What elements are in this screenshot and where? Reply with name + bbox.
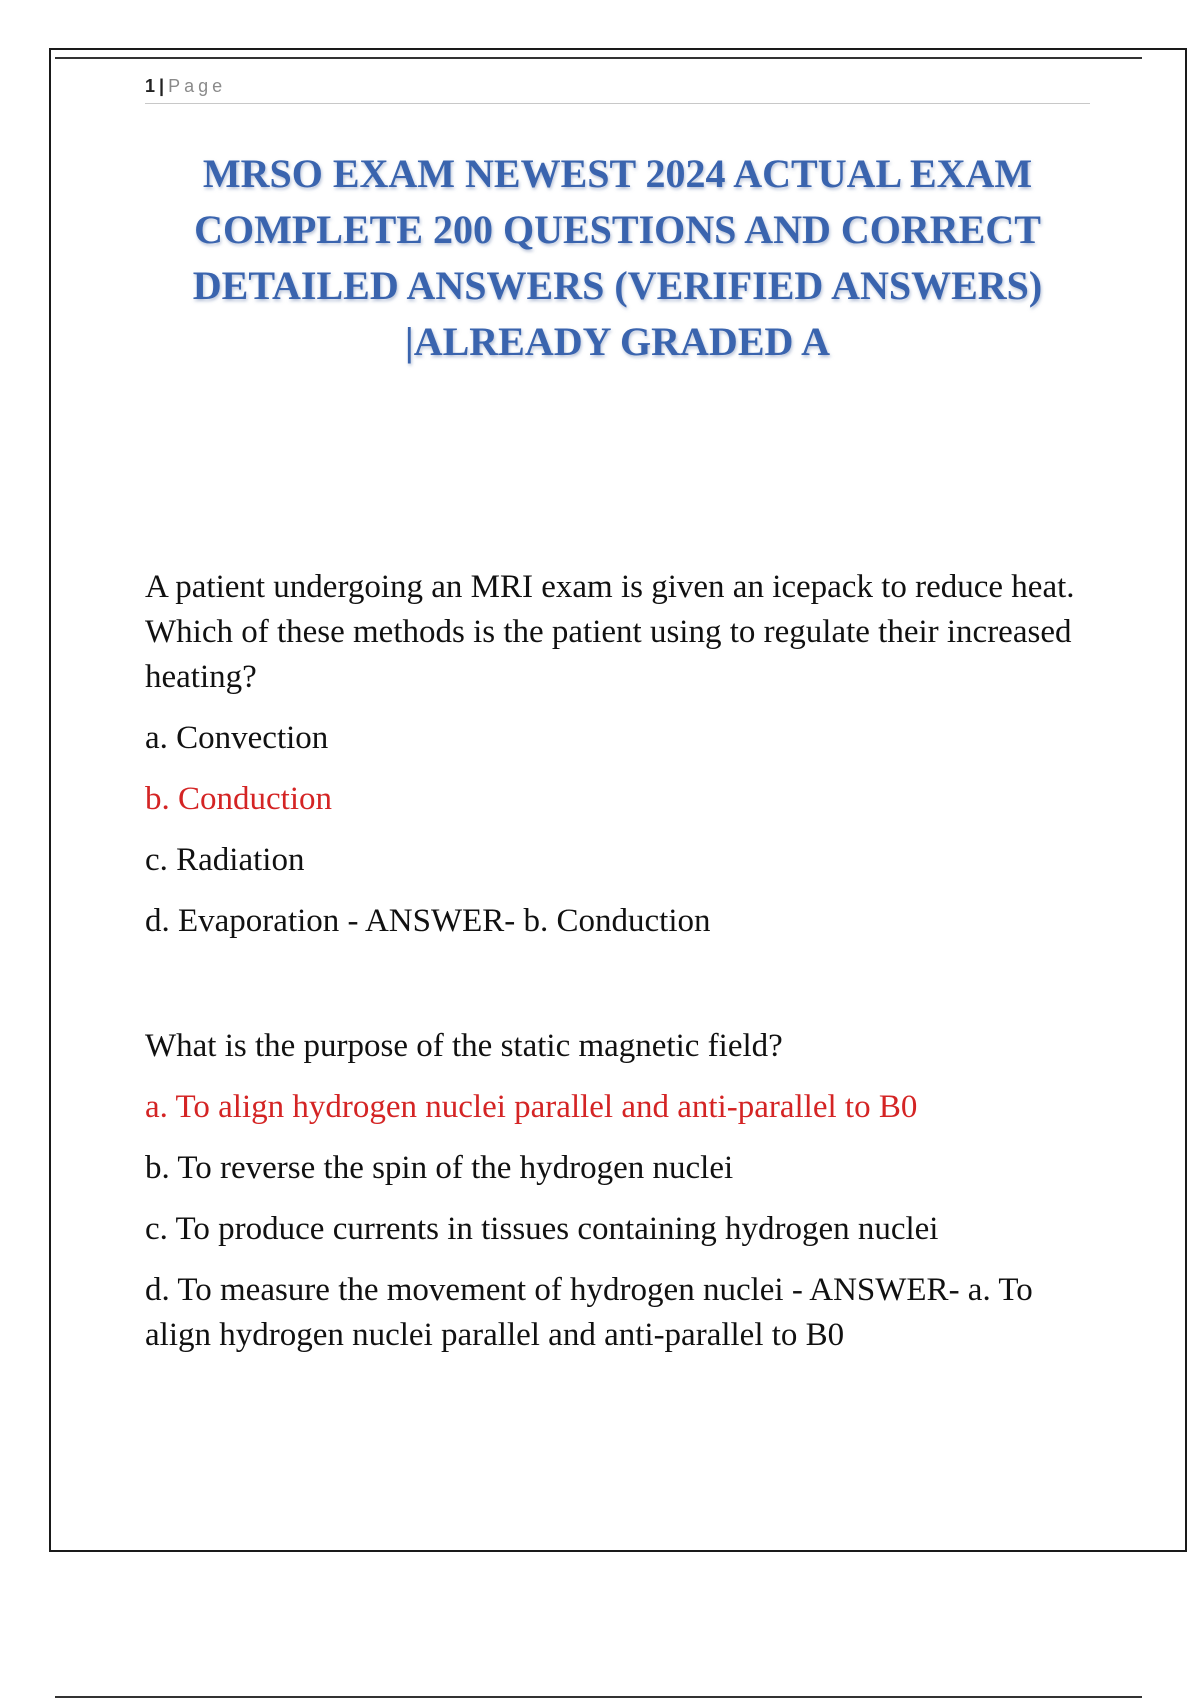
question-block-2: [145, 1024, 1090, 1358]
top-rule: [55, 57, 1142, 59]
answer-option: c. Radiation: [145, 842, 305, 878]
answer-option: c. To produce currents in tissues containing hydrogen nuclei: [145, 1211, 939, 1247]
page-separator: |: [159, 76, 165, 96]
answer-option: a. Convection: [145, 720, 329, 756]
bottom-rule: [55, 1696, 1142, 1698]
page-label: Page: [168, 76, 227, 96]
page-header: [145, 74, 1090, 104]
page-number: 1: [145, 76, 156, 96]
answer-option-correct: a. To align hydrogen nuclei parallel and anti-parallel to B0: [145, 1089, 918, 1125]
title-line: MRSO EXAM NEWEST 2024 ACTUAL EXAM: [202, 151, 1033, 196]
answer-option-correct: b. Conduction: [145, 781, 332, 817]
answer-option: d. Evaporation - ANSWER- b. Conduction: [145, 903, 711, 939]
document-title: [145, 146, 1090, 370]
question-text: What is the purpose of the static magnetic field?: [145, 1028, 783, 1064]
answer-option: b. To reverse the spin of the hydrogen nuclei: [145, 1150, 734, 1186]
question-text: A patient undergoing an MRI exam is given an icepack to reduce heat. Which of these methods is the patient using to regulate their increased heating?: [145, 569, 1075, 695]
answer-option: d. To measure the movement of hydrogen nuclei - ANSWER- a. To align hydrogen nuclei parallel and anti-parallel to B0: [145, 1272, 1033, 1353]
title-line: |ALREADY GRADED A: [404, 319, 831, 364]
title-line: DETAILED ANSWERS (VERIFIED ANSWERS): [192, 263, 1043, 308]
title-line: COMPLETE 200 QUESTIONS AND CORRECT: [194, 207, 1041, 252]
question-block-1: [145, 565, 1090, 944]
